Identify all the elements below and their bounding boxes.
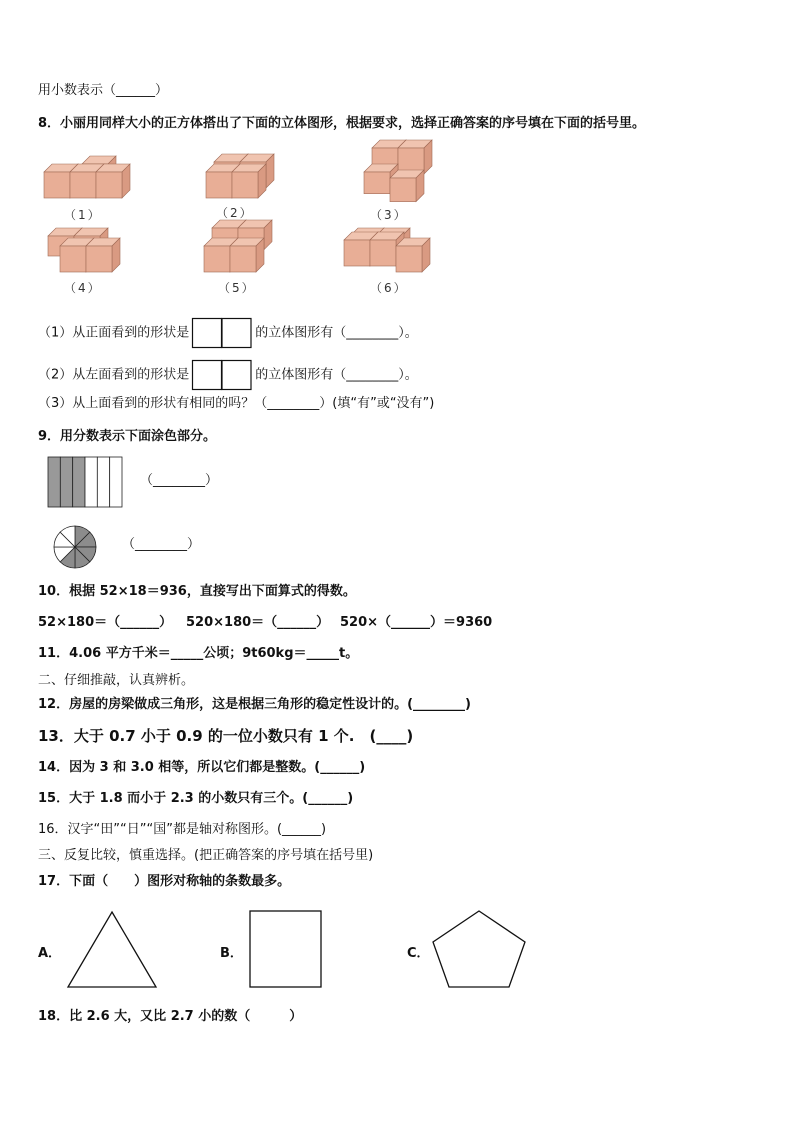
strip-part — [110, 457, 122, 507]
strip-part — [60, 457, 72, 507]
q17: 17．下面（ ）图形对称轴的条数最多。 — [38, 874, 291, 889]
q8-title: 8．小丽用同样大小的正方体搭出了下面的立体图形，根据要求，选择正确答案的序号填在下面的括号里。 — [38, 116, 646, 131]
section-2-title: 二、仔细推敲，认真辨析。 — [38, 673, 195, 688]
shaded-strips-figure — [47, 456, 123, 508]
q10-c: 520×（______）＝9360 — [340, 615, 493, 630]
left-view-shape — [192, 360, 252, 390]
q16: 16．汉字“田”“日”“国”都是轴对称图形。(______) — [38, 822, 327, 837]
cube-block — [396, 238, 430, 272]
cube-block — [96, 164, 130, 198]
section-3-title: 三、反复比较，慎重选择。(把正确答案的序号填在括号里) — [38, 848, 374, 863]
pentagon-shape — [430, 909, 528, 989]
caption-1: （1） — [64, 208, 102, 222]
cube-block — [86, 238, 120, 272]
q8-2 — [38, 360, 418, 390]
q8-2-text-a: （2）从左面看到的形状是 — [38, 367, 190, 383]
q8-1-text-b: 的立体图形有（________）。 — [255, 325, 418, 341]
cube-block — [398, 140, 432, 174]
strip-part — [97, 457, 109, 507]
q10-a: 52×180＝（______） — [38, 615, 173, 630]
caption-3: （3） — [370, 208, 408, 222]
q8-2-text-b: 的立体图形有（________）。 — [255, 367, 418, 383]
caption-4: （4） — [64, 281, 102, 295]
strip-part — [73, 457, 85, 507]
decimal-prompt: 用小数表示（______） — [38, 83, 169, 98]
strip-part — [48, 457, 60, 507]
q12: 12．房屋的房梁做成三角形，这是根据三角形的稳定性设计的。(________) — [38, 697, 471, 712]
option-b-label: B． — [220, 946, 243, 961]
caption-5: （5） — [218, 281, 256, 295]
front-view-shape — [192, 318, 252, 348]
q18: 18．比 2.6 大，又比 2.7 小的数（ ） — [38, 1009, 303, 1024]
triangle-shape — [66, 911, 158, 989]
q9-blank-2: （________） — [122, 537, 201, 552]
q9-title: 9．用分数表示下面涂色部分。 — [38, 429, 217, 444]
q15: 15．大于 1.8 而小于 2.3 的小数只有三个。(______) — [38, 791, 354, 806]
option-a-label: A． — [38, 946, 62, 961]
strip-part — [85, 457, 97, 507]
cube-block — [390, 170, 424, 202]
q10-title: 10．根据 52×18＝936，直接写出下面算式的得数。 — [38, 584, 356, 599]
q8-3: （3）从上面看到的形状有相同的吗？（________）(填“有”或“没有”) — [38, 396, 435, 411]
caption-6: （6） — [370, 281, 408, 295]
shaded-circle-figure — [52, 524, 98, 570]
q13: 13．大于 0.7 小于 0.9 的一位小数只有 1 个. (____) — [38, 727, 414, 745]
q8-1 — [38, 318, 418, 348]
cube-figures — [0, 0, 794, 300]
q14: 14．因为 3 和 3.0 相等，所以它们都是整数。(______) — [38, 760, 366, 775]
square-shape — [249, 910, 322, 988]
q9-blank-1: （________） — [140, 473, 219, 488]
caption-2: （2） — [216, 206, 254, 220]
q8-1-text-a: （1）从正面看到的形状是 — [38, 325, 190, 341]
q10-b: 520×180＝（______） — [186, 615, 330, 630]
option-c-label: C． — [407, 946, 430, 961]
cube-block — [232, 164, 266, 198]
cube-block — [230, 238, 264, 272]
q11: 11．4.06 平方千米＝_____公顷；9t60kg＝_____t。 — [38, 646, 359, 661]
